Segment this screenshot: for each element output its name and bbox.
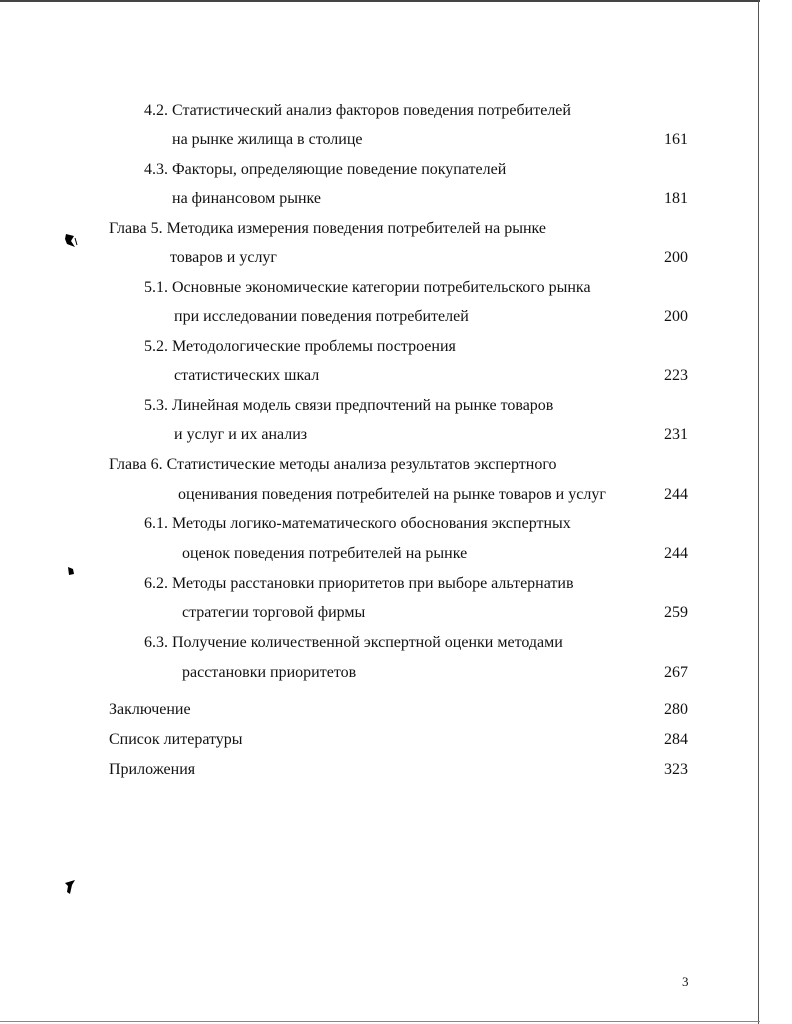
toc-entry-6-2: 6.2. Методы расстановки приоритетов при выборе альтернатив bbox=[144, 575, 574, 592]
page-number: 3 bbox=[682, 974, 689, 989]
toc-entry-4-2-cont: на рынке жилища в столице bbox=[172, 131, 363, 148]
toc-page-chapter-5: 200 bbox=[664, 249, 688, 266]
toc-entry-4-2: 4.2. Статистический анализ факторов поведения потребителей bbox=[144, 102, 571, 119]
toc-entry-5-3-cont: и услуг и их анализ bbox=[174, 426, 308, 443]
toc-entry-5-1: 5.1. Основные экономические категории потребительского рынка bbox=[144, 279, 591, 296]
toc-entry-5-3: 5.3. Линейная модель связи предпочтений на рынке товаров bbox=[144, 397, 554, 414]
punch-hole-mark bbox=[62, 878, 78, 901]
toc-entry-6-3-cont: расстановки приоритетов bbox=[182, 664, 357, 681]
toc-page-5-1: 200 bbox=[664, 308, 688, 325]
toc-entry-6-3: 6.3. Получение количественной экспертной оценки методами bbox=[144, 634, 563, 651]
toc-chapter-5: Глава 5. Методика измерения поведения потребителей на рынке bbox=[109, 220, 546, 237]
toc-page-4-2: 161 bbox=[664, 131, 688, 148]
toc-references: Список литературы bbox=[109, 731, 243, 748]
toc-entry-4-3-cont: на финансовом рынке bbox=[172, 190, 321, 207]
toc-entry-6-1-cont: оценок поведения потребителей на рынке bbox=[182, 545, 468, 562]
punch-hole-mark bbox=[66, 564, 76, 582]
punch-hole-mark bbox=[62, 232, 78, 255]
toc-conclusion: Заключение bbox=[109, 701, 191, 718]
toc-entry-4-3: 4.3. Факторы, определяющие поведение покупателей bbox=[144, 161, 507, 178]
toc-page-5-2: 223 bbox=[664, 367, 688, 384]
toc-appendices: Приложения bbox=[109, 761, 196, 778]
toc-page-conclusion: 280 bbox=[664, 701, 688, 718]
toc-page-references: 284 bbox=[664, 731, 688, 748]
toc-page-appendices: 323 bbox=[664, 761, 688, 778]
toc-entry-5-2-cont: статистических шкал bbox=[174, 367, 320, 384]
toc-page-6-2: 259 bbox=[664, 604, 688, 621]
toc-page-6-1: 244 bbox=[664, 545, 688, 562]
toc-entry-5-1-cont: при исследовании поведения потребителей bbox=[174, 308, 469, 325]
toc-chapter-6-cont: оценивания поведения потребителей на рынке товаров и услуг bbox=[178, 486, 606, 503]
toc-entry-6-1: 6.1. Методы логико-математического обоснования экспертных bbox=[144, 515, 571, 532]
toc-page-6-3: 267 bbox=[664, 664, 688, 681]
toc-page-5-3: 231 bbox=[664, 426, 688, 443]
toc-chapter-6: Глава 6. Статистические методы анализа результатов экспертного bbox=[109, 456, 557, 473]
scan-edge-top bbox=[0, 0, 760, 2]
toc-entry-5-2: 5.2. Методологические проблемы построения bbox=[144, 338, 456, 355]
toc-page-chapter-6: 244 bbox=[664, 486, 688, 503]
toc-entry-6-2-cont: стратегии торговой фирмы bbox=[182, 604, 366, 621]
scan-edge-right bbox=[758, 0, 759, 1024]
toc-page-4-3: 181 bbox=[664, 190, 688, 207]
toc-chapter-5-cont: товаров и услуг bbox=[170, 249, 277, 266]
scan-edge-bottom bbox=[0, 1021, 760, 1022]
